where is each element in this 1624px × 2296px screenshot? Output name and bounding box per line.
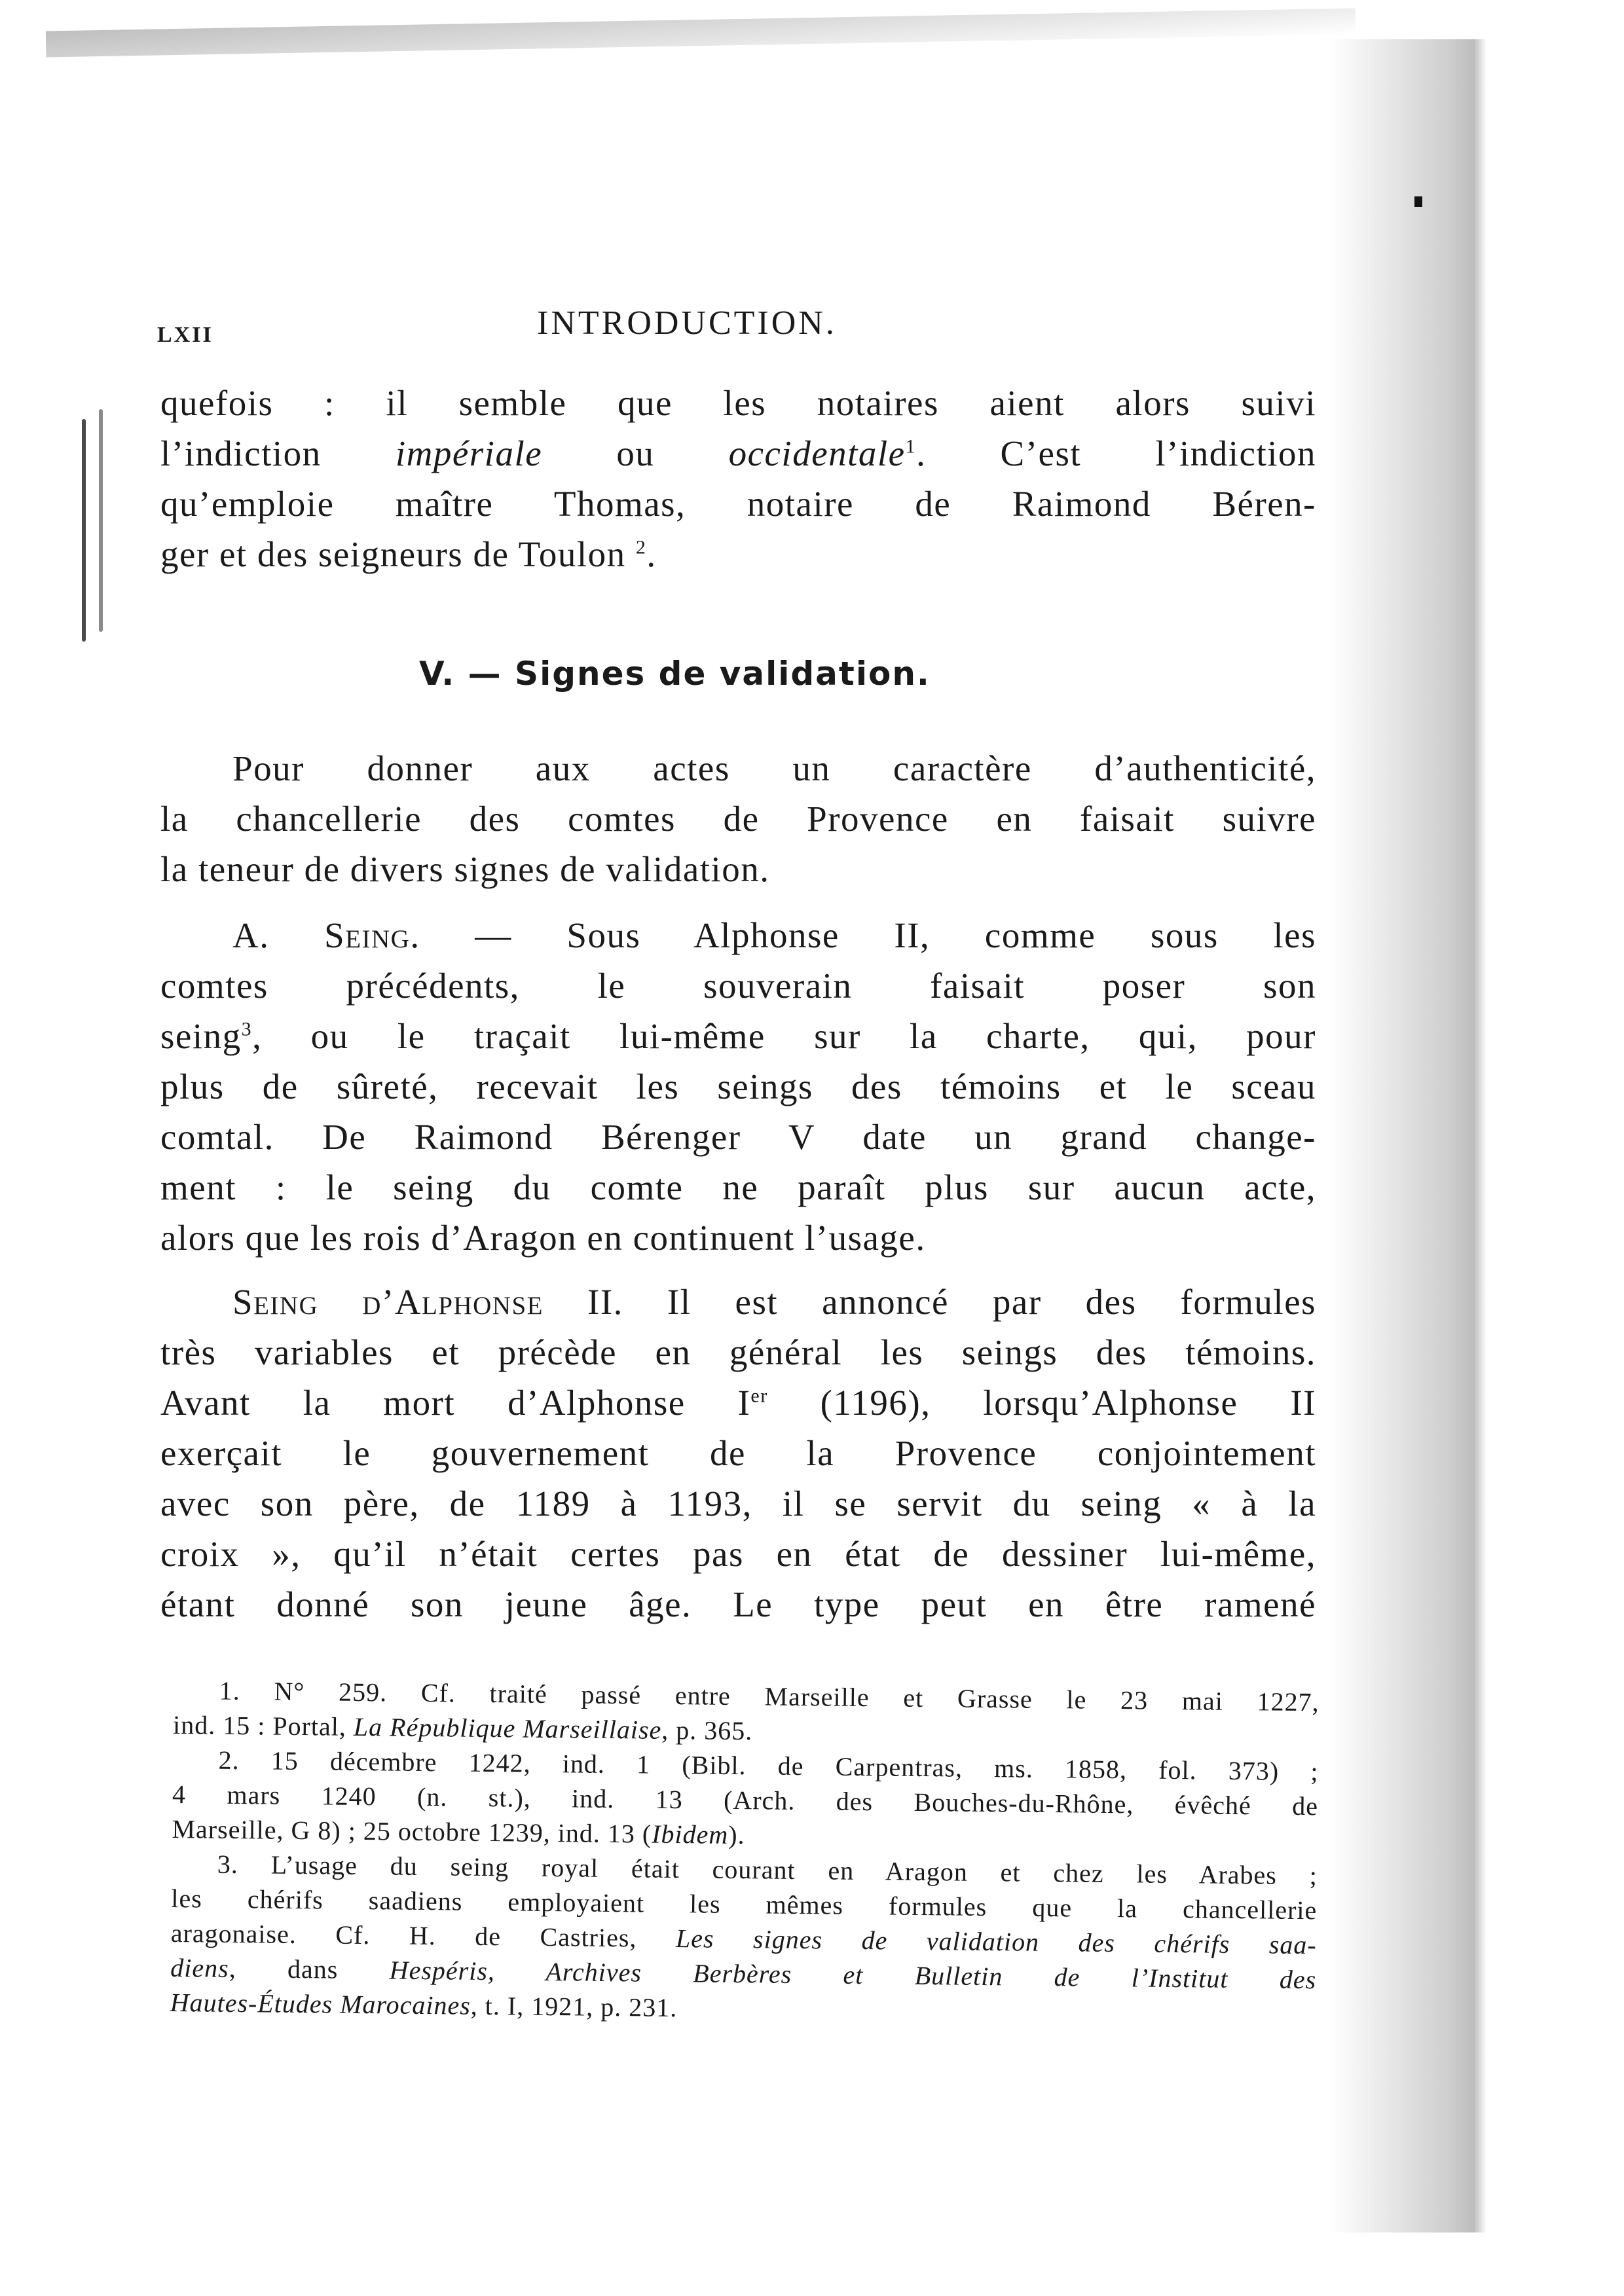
scan-speck <box>1414 196 1422 207</box>
text-line: exerçait le gouvernement de la Provence conjointement <box>160 1433 1316 1473</box>
text-line: seing$^3$, ou le traçait lui-même sur la charte, qui, pour <box>160 1016 1316 1056</box>
footnote-line: ind. 15 : Portal, La République Marseillaise, p. 365. <box>172 1709 753 1746</box>
text-line: plus de sûreté, recevait les seings des témoins et le sceau <box>160 1066 1316 1106</box>
text-line: quefois : il semble que les notaires aient alors suivi <box>160 383 1316 423</box>
intro-paragraph <box>160 378 1316 579</box>
footnote-line: les chérifs saadiens employaient les mêmes formules que la chancellerie <box>171 1883 1318 1925</box>
text-line: l’indiction impériale ou occidentale$^1$. C’est l’indiction <box>160 433 1317 473</box>
footnote-line: 4 mars 1240 (n. st.), ind. 13 (Arch. des Bouches-du-Rhône, évêché de <box>172 1779 1319 1821</box>
text-line: ment : le seing du comte ne paraît plus sur aucun acte, <box>160 1167 1316 1207</box>
text-line: avec son père, de 1189 à 1193, il se servit du seing « à la <box>160 1484 1316 1523</box>
text-line: qu’emploie maître Thomas, notaire de Raimond Béren- <box>160 484 1316 524</box>
footnote-line: Hautes-Études Marocaines, t. I, 1921, p. 231. <box>170 1987 678 2023</box>
footnotes <box>170 1673 1319 2032</box>
text-line: Pour donner aux actes un caractère d’authenticité, <box>232 748 1316 788</box>
footnote-2: 2. 15 décembre 1242, ind. 1 (Bibl. de Carpentras, ms. 1858, fol. 373) ; <box>218 1745 1319 1787</box>
scan-edge-shadow <box>46 9 1356 58</box>
running-head: INTRODUCTION. <box>537 304 837 342</box>
text-line: Avant la mort d’Alphonse Ier (1196), lorsqu’Alphonse II <box>160 1383 1316 1423</box>
text-line: très variables et précède en général les seings des témoins. <box>160 1332 1316 1372</box>
text-line: la teneur de divers signes de validation. <box>160 849 770 889</box>
footnote-line: aragonaise. Cf. H. de Castries, Les signes de validation des chérifs saa- <box>170 1918 1317 1960</box>
book-gutter-shadow <box>1329 39 1486 2232</box>
section-heading: V. — Signes de validation. <box>419 655 931 693</box>
page-number: LXII <box>157 323 213 347</box>
text-line: ger et des seigneurs de Toulon $^2$. <box>160 534 657 574</box>
text-line: étant donné son jeune âge. Le type peut en être ramené <box>160 1584 1316 1624</box>
paragraph-seing <box>160 910 1316 1263</box>
text-line: alors que les rois d’Aragon en continuent l’usage. <box>160 1218 926 1258</box>
pencil-margin-mark <box>82 409 115 632</box>
footnote-3: 3. L’usage du seing royal était courant en Aragon et chez les Arabes ; <box>217 1849 1318 1891</box>
footnote-1: 1. N° 259. Cf. traité passé entre Marseille et Grasse le 23 mai 1227, <box>219 1675 1320 1717</box>
text-line: Seing d’Alphonse II. Il est annoncé par des formules <box>232 1282 1317 1322</box>
paragraph-seing-alphonse <box>160 1277 1316 1630</box>
text-line: comtal. De Raimond Bérenger V date un grand change- <box>160 1117 1316 1157</box>
footnote-ref[interactable]: 2 <box>635 536 647 558</box>
paragraph-1 <box>160 743 1316 894</box>
text-line: A. Seing. — Sous Alphonse II, comme sous les <box>232 915 1316 955</box>
footnote-line: Marseille, G 8) ; 25 octobre 1239, ind. 13 (Ibidem). <box>172 1813 745 1850</box>
footnote-line: diens, dans Hespéris, Archives Berbères et Bulletin de l’Institut des <box>170 1952 1317 1995</box>
footnote-ref[interactable]: 3 <box>241 1018 253 1040</box>
footnote-ref[interactable]: 1 <box>905 435 917 458</box>
text-line: la chancellerie des comtes de Provence en faisait suivre <box>160 799 1316 839</box>
text-line: croix », qu’il n’était certes pas en état de dessiner lui-même, <box>160 1534 1316 1574</box>
text-line: comtes précédents, le souverain faisait poser son <box>160 966 1316 1006</box>
